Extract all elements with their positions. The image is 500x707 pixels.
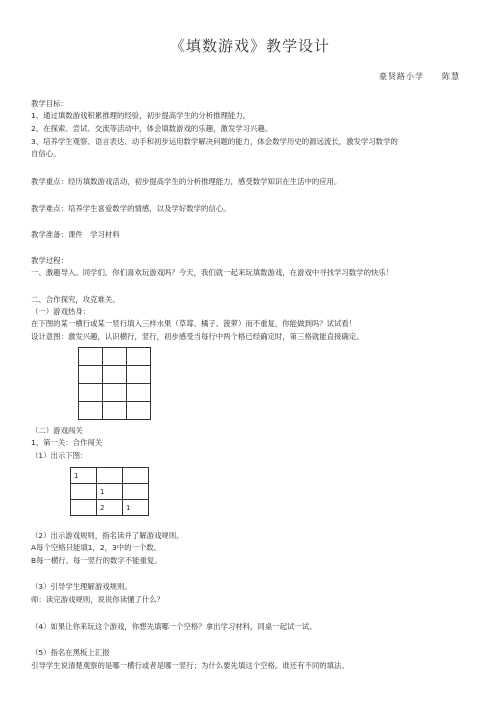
text-line: 3、培养学生观察、语言表达、动手和初步运用数学解决问题的能力，体会数学历史的源远流长，激发学习数学的 bbox=[31, 137, 398, 146]
grid-cell bbox=[103, 348, 127, 366]
grid-row bbox=[71, 468, 149, 484]
grid-cell: 2 bbox=[97, 500, 123, 516]
text-line: 教学目标: bbox=[31, 99, 64, 108]
grid-row bbox=[79, 384, 151, 402]
grid-cell: 1 bbox=[71, 468, 97, 484]
grid-cell bbox=[79, 402, 103, 420]
grid-cell bbox=[71, 500, 97, 516]
text-line: 2、在探索、尝试、交流等活动中，体会填数游戏的乐趣，激发学习兴趣。 bbox=[31, 124, 273, 133]
level1-grid bbox=[70, 467, 149, 516]
text-line: 1、通过填数游戏积累推理的经验，初步提高学生的分析推理能力。 bbox=[31, 111, 251, 120]
text-line: 自信心。 bbox=[31, 149, 61, 158]
grid-cell bbox=[103, 402, 127, 420]
grid-cell: 1 bbox=[123, 500, 149, 516]
grid-row bbox=[79, 348, 151, 366]
grid-cell bbox=[127, 402, 151, 420]
text-line: A每个空格只能填1，2，3中的一个数。 bbox=[31, 543, 162, 552]
text-line: 设计意图：激发兴趣，认识横行，竖行，初步感受当每行中两个格已经确定时，第三格就能直接确定。 bbox=[31, 332, 364, 341]
text-line: （1）出示下图： bbox=[31, 451, 88, 460]
text-line: 一、激趣导入。同学们，你们喜欢玩游戏吗？今天，我们就一起来玩填数游戏，在游戏中寻找学习数学的快乐！ bbox=[31, 268, 394, 277]
grid-cell bbox=[127, 384, 151, 402]
text-line: 二、合作探究，攻克难关。 bbox=[31, 295, 120, 304]
text-line: 1、第一关：合作闯关 bbox=[31, 438, 103, 447]
grid-cell bbox=[79, 384, 103, 402]
grid-row bbox=[79, 366, 151, 384]
text-line: 引导学生说清楚观察的是哪一横行或者是哪一竖行；为什么要先填这个空格。谁还有不同的填法。 bbox=[31, 661, 349, 670]
text-line: （3）引导学生理解游戏规则。 bbox=[31, 582, 132, 591]
warmup-grid bbox=[78, 347, 151, 420]
text-line: （5）指名在黑板上汇报 bbox=[31, 648, 110, 657]
text-line: 师：读完游戏规则，说说你读懂了什么？ bbox=[31, 595, 165, 604]
text-line: （一）游戏热身： bbox=[31, 307, 91, 316]
grid-cell bbox=[79, 348, 103, 366]
text-line: 教学难点：培养学生喜爱数学的情感，以及学好数学的信心。 bbox=[31, 204, 231, 213]
text-line: （2）出示游戏规则，指名读并了解游戏规则。 bbox=[31, 531, 184, 540]
text-line: B每一横行、每一竖行的数字不能重复。 bbox=[31, 556, 162, 565]
grid-row bbox=[71, 484, 149, 500]
grid-cell bbox=[103, 384, 127, 402]
grid-row bbox=[79, 402, 151, 420]
grid-cell bbox=[127, 348, 151, 366]
text-line: （二）游戏闯关 bbox=[31, 426, 83, 435]
grid-cell bbox=[97, 468, 123, 484]
author-line: 豪贤路小学 陈慧 bbox=[379, 72, 460, 81]
grid-cell bbox=[123, 468, 149, 484]
grid-cell: 1 bbox=[97, 484, 123, 500]
text-line: 教学重点：经历填数游戏活动，初步提高学生的分析推理能力，感受数学知识在生活中的应用。 bbox=[31, 177, 342, 186]
text-line: 教学过程： bbox=[31, 256, 68, 265]
grid-cell bbox=[103, 366, 127, 384]
grid-cell bbox=[123, 484, 149, 500]
grid-cell bbox=[71, 484, 97, 500]
doc-title: 《填数游戏》教学设计 bbox=[169, 37, 330, 55]
grid-cell bbox=[127, 366, 151, 384]
grid-row bbox=[71, 500, 149, 516]
text-line: 在下图的某一横行或某一竖行填入三样水果（草莓、橘子、菠萝）而不重复，你能做到吗？试试看！ bbox=[31, 319, 357, 328]
grid-cell bbox=[79, 366, 103, 384]
text-line: （4）如果让你来玩这个游戏，你想先填哪一个空格？拿出学习材料，同桌一起试一试。 bbox=[31, 622, 317, 631]
text-line: 教学准备：课件 学习材料 bbox=[31, 230, 120, 239]
